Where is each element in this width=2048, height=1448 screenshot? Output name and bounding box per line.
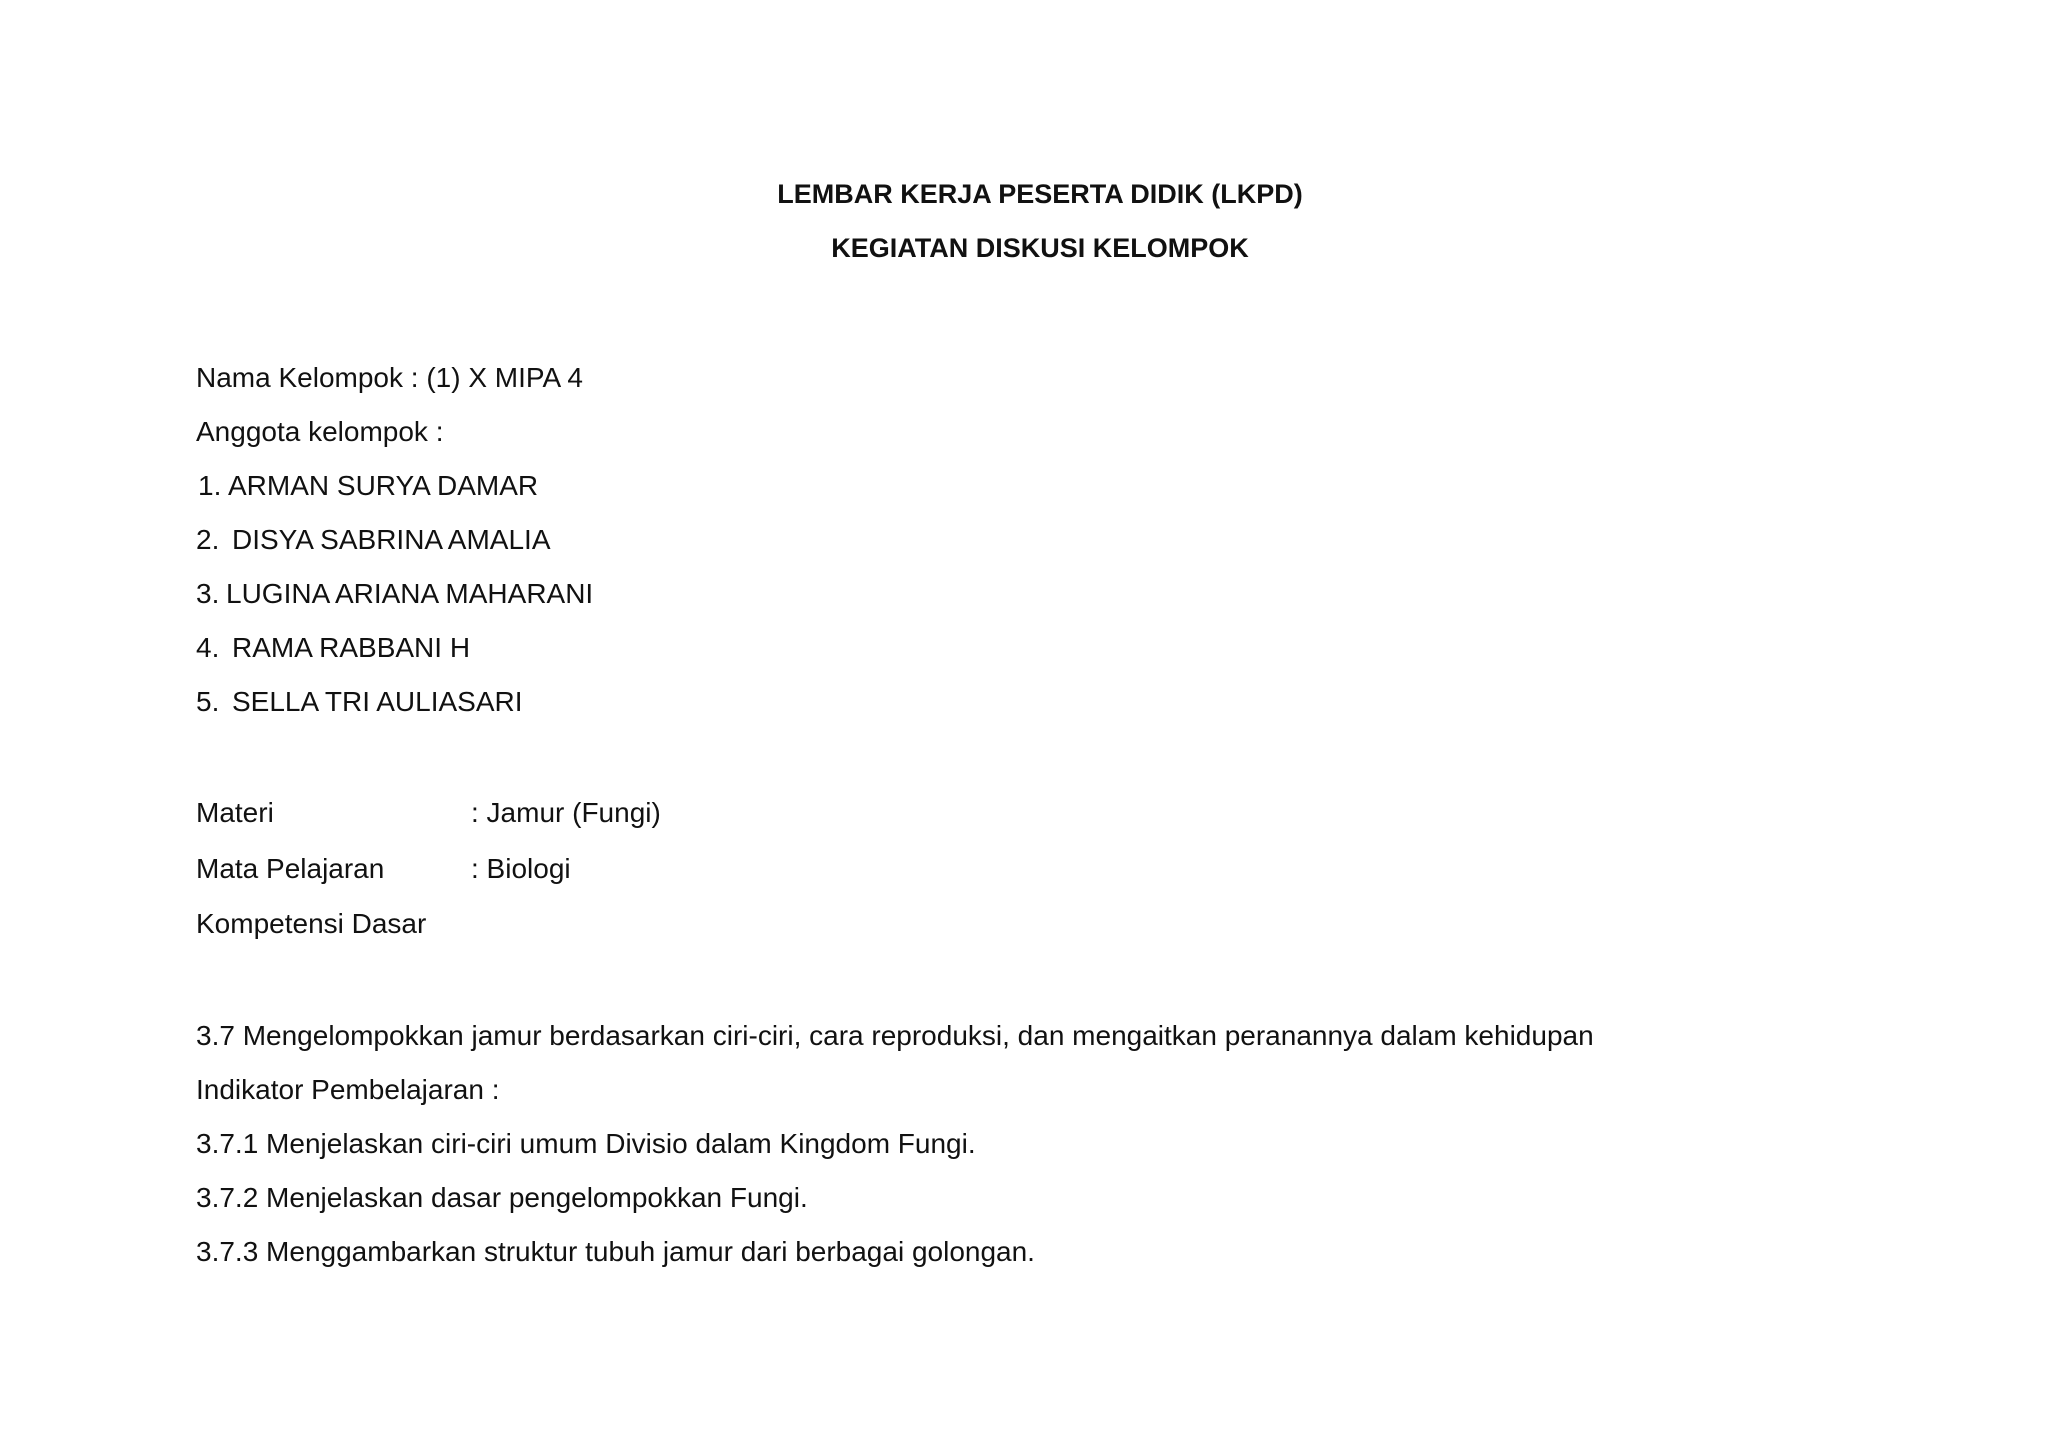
competency-label: Kompetensi Dasar <box>196 908 427 939</box>
indicator-item: 3.7.2 Menjelaskan dasar pengelompokkan Fungi. <box>196 1182 808 1213</box>
basic-competency: 3.7 Mengelompokkan jamur berdasarkan ciri-ciri, cara reproduksi, dan mengaitkan peranannya dalam kehidupan <box>196 1020 1594 1051</box>
list-item <box>196 523 551 557</box>
member-number: 1. <box>198 470 222 501</box>
list-item <box>196 631 470 665</box>
list-item <box>196 685 523 719</box>
member-name: SELLA TRI AULIASARI <box>232 686 523 717</box>
materi-value: : Jamur (Fungi) <box>471 797 661 828</box>
members-label: Anggota kelompok : <box>196 416 444 447</box>
member-number: 2. <box>196 524 220 555</box>
materi-row <box>196 796 661 830</box>
member-name: LUGINA ARIANA MAHARANI <box>226 578 594 609</box>
member-number: 5. <box>196 686 220 717</box>
subject-row <box>196 852 571 886</box>
group-name: Nama Kelompok : (1) X MIPA 4 <box>196 362 583 393</box>
indicator-item: 3.7.3 Menggambarkan struktur tubuh jamur dari berbagai golongan. <box>196 1236 1035 1267</box>
subject-label: Mata Pelajaran <box>196 853 385 884</box>
member-number: 3. <box>196 578 220 609</box>
list-item <box>196 577 593 611</box>
member-name: RAMA RABBANI H <box>232 632 471 663</box>
member-name: ARMAN SURYA DAMAR <box>228 470 539 501</box>
materi-label: Materi <box>196 797 274 828</box>
indicator-label: Indikator Pembelajaran : <box>196 1074 500 1105</box>
list-item <box>198 469 538 503</box>
member-name: DISYA SABRINA AMALIA <box>232 524 551 555</box>
document-title: LEMBAR KERJA PESERTA DIDIK (LKPD) <box>777 179 1303 209</box>
member-number: 4. <box>196 632 220 663</box>
document-subtitle: KEGIATAN DISKUSI KELOMPOK <box>831 233 1249 263</box>
subject-value: : Biologi <box>471 853 571 884</box>
indicator-item: 3.7.1 Menjelaskan ciri-ciri umum Divisio dalam Kingdom Fungi. <box>196 1128 976 1159</box>
